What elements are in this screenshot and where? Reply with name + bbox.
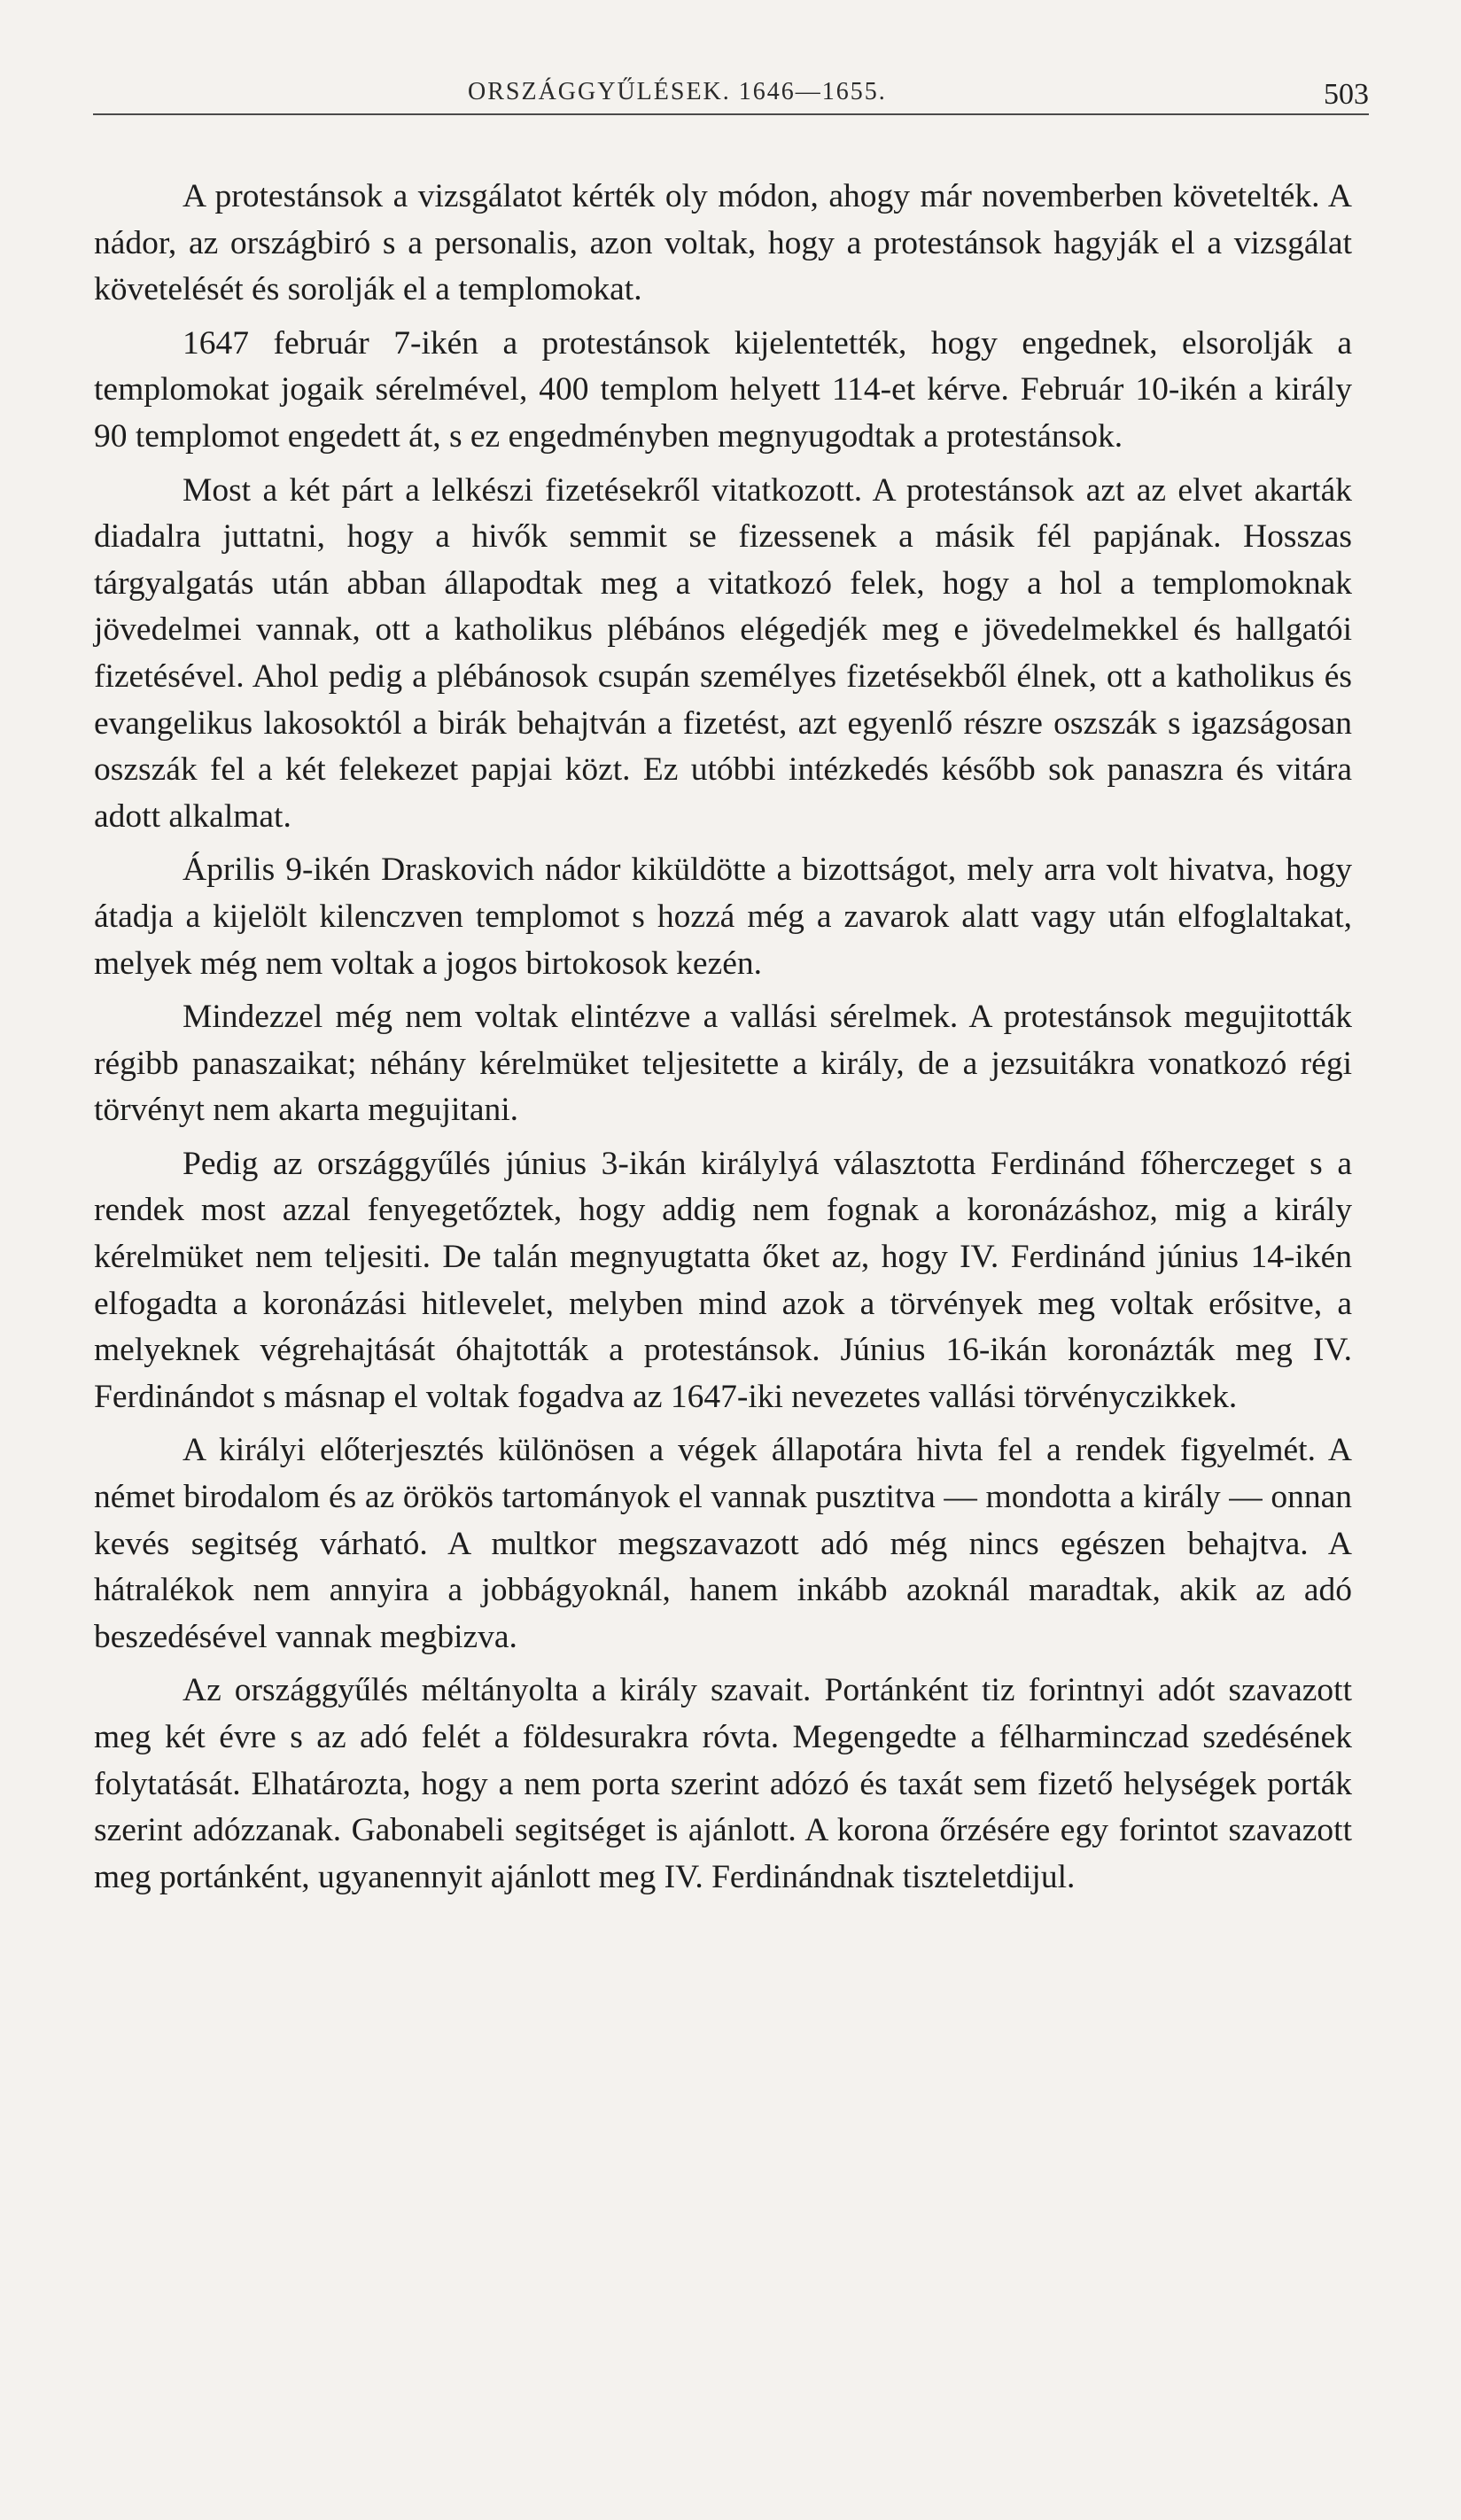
paragraph-8: Az országgyűlés méltányolta a király szavait. Portánként tiz forintnyi adót szavazott meg két évre s az adó felét a földesurakra róvta. Megengedte a félharminczad szedésének folytatását. Elhatározta, hogy a nem porta szerint adózó és taxát sem fizető helységek porták szerint adózzanak. Gabonabeli segitséget is ajánlott. A korona őrzésére egy forintot szavazott meg portánként, ugyanennyit ajánlott meg IV. Ferdinándnak tiszteletdijul. (94, 1672, 1352, 1895)
running-title: ORSZÁGGYŰLÉSEK. 1646—1655. (461, 78, 894, 106)
page-number: 503 (1315, 78, 1369, 112)
paragraph-2: 1647 február 7-ikén a protestánsok kijelentették, hogy engednek, elsorolják a templomokat jogaik sérelmével, 400 templom helyett 114-et kérve. Február 10-ikén a király 90 templomot engedett át, s ez engedményben megnyugodtak a protestánsok. (94, 324, 1352, 455)
paragraph-7: A királyi előterjesztés különösen a végek állapotára hivta fel a rendek figyelmét. A német birodalom és az örökös tartományok el vannak pusztitva — mondotta a király — onnan kevés segitség várható. A multkor megszavazott adó még nincs egészen behajtva. A hátralékok nem annyira a jobbágyoknál, hanem inkább azoknál maradtak, akik az adó beszedésével vannak megbizva. (94, 1432, 1352, 1655)
header-rule (93, 113, 1369, 115)
paragraph-1: A protestánsok a vizsgálatot kérték oly módon, ahogy már novemberben követelték. A nádor, az országbiró s a personalis, azon voltak, hogy a protestánsok hagyják el a vizsgálat követelését és sorolják el a templomokat. (94, 178, 1352, 308)
paragraph-5: Mindezzel még nem voltak elintézve a vallási sérelmek. A protestánsok megujitották régibb panaszaikat; néhány kérelmüket teljesitette a király, de a jezsuitákra vonatkozó régi törvényt nem akarta megujitani. (94, 999, 1352, 1129)
paragraph-3: Most a két párt a lelkészi fizetésekről vitatkozott. A protestánsok azt az elvet akarták diadalra juttatni, hogy a hivők semmit se fizessenek a másik fél papjának. Hosszas tárgyalgatás után abban állapodtak meg a vitatkozó felek, hogy a hol a templomoknak jövedelmei vannak, ott a katholikus plébános elégedjék meg e jövedelmekkel és hallgatói fizetésével. Ahol pedig a plébánosok csupán személyes fizetésekből élnek, ott a katholikus és evangelikus lakosoktól a birák behajtván a fizetést, azt egyenlő részre oszszák s igazságosan oszszák fel a két felekezet papjai közt. Ez utóbbi intézkedés később sok panaszra és vitára adott alkalmat. (94, 471, 1352, 835)
running-header (93, 78, 1369, 122)
paragraph-4: Április 9-ikén Draskovich nádor kiküldötte a bizottságot, mely arra volt hivatva, hogy átadja a kijelölt kilenczven templomot s hozzá még a zavarok alatt vagy után elfoglaltakat, melyek még nem voltak a jogos birtokosok kezén. (94, 852, 1352, 982)
paragraph-6: Pedig az országgyűlés június 3-ikán királylyá választotta Ferdinánd főherczeget s a rendek most azzal fenyegetőztek, hogy addig nem fognak a koronázáshoz, mig a király kérelmüket nem teljesiti. De talán megnyugtatta őket az, hogy IV. Ferdinánd június 14-ikén elfogadta a koronázási hitlevelet, melyben mind azok a törvények meg voltak erősitve, a melyeknek végrehajtását óhajtották a protestánsok. Június 16-ikán koronázták meg IV. Ferdinándot s másnap el voltak fogadva az 1647-iki nevezetes vallási törvényczikkek. (94, 1145, 1352, 1415)
body-text (94, 174, 1352, 1908)
